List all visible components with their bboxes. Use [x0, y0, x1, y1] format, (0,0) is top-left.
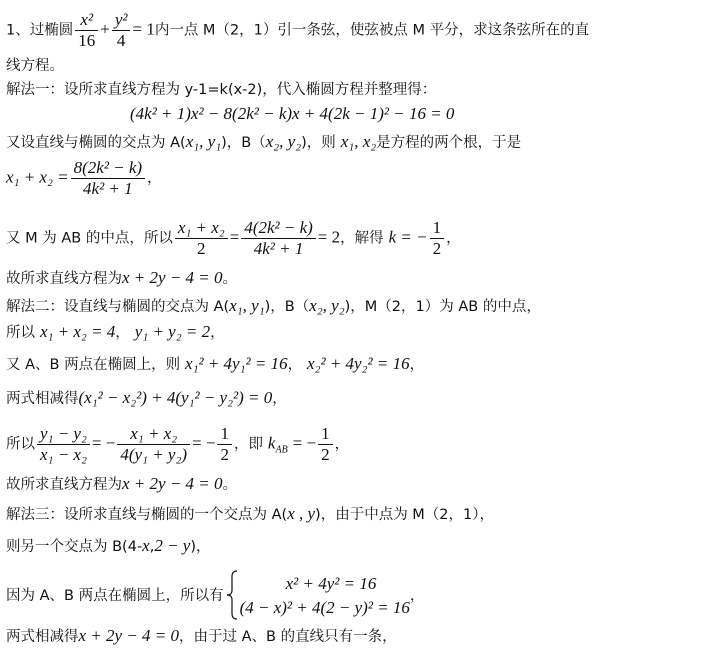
period: 。	[222, 477, 238, 493]
equals-minus: = −	[192, 433, 216, 453]
denominator: 2	[432, 239, 442, 258]
text: 解法三：设所求直线与椭圆的一个交点为 A(	[6, 507, 288, 523]
text: 解法二：设直线与椭圆的交点为 A(	[6, 299, 230, 315]
x-sum: x₁ + x₂ = 4	[39, 322, 116, 341]
point-a-coords: x , y	[287, 504, 316, 523]
text: ，即	[233, 436, 263, 453]
method-one-heading: 解法一：设所求直线方程为 y-1=k(x-2)，代入椭圆方程并整理得：	[6, 82, 437, 98]
numerator: x²	[75, 10, 98, 31]
denominator: 2	[220, 445, 229, 464]
text: )，由于中点为 M（2，1），	[315, 507, 495, 523]
slope-derivation	[6, 424, 349, 465]
comma: ，	[147, 170, 162, 187]
line-equation: x + 2y − 4 = 0	[78, 626, 180, 645]
text: ，由于过 A、B 的直线只有一条，	[179, 629, 397, 645]
conclusion-method-two	[6, 474, 237, 495]
system-row-1: x² + 4y² = 16	[285, 574, 377, 593]
text: )，M（2，1）为 AB 的中点，	[344, 299, 541, 315]
comma: ，	[334, 436, 350, 453]
text: 1、过椭圆	[6, 22, 74, 39]
midpoint-condition	[6, 218, 461, 259]
comma: ，	[409, 357, 425, 373]
subtract-equations	[6, 388, 287, 409]
midpoint-sums	[6, 322, 225, 343]
text: 又设直线与椭圆的交点为 A(	[6, 135, 186, 151]
comma: ，	[287, 357, 303, 373]
fraction-expression	[241, 218, 315, 259]
slope-symbol: k	[267, 433, 276, 453]
text: 内一点 M（2，1）引一条弦，使弦被点 M 平分，求这条弦所在的直	[154, 22, 590, 39]
text: 因为 A、B 两点在椭圆上，所以有	[6, 588, 224, 604]
equation: (4k² + 1)x² − 8(2k² − k)x + 4(2k − 1)² − 16 = 0	[130, 104, 455, 123]
numerator: 1	[318, 424, 333, 445]
ellipse-eq-a: x₁² + 4y₁² = 16	[185, 354, 288, 373]
line-equation: x + 2y − 4 = 0	[122, 268, 223, 287]
method-three-heading	[6, 504, 494, 525]
fraction-ratio	[117, 424, 190, 465]
roots: x₁, x₂	[340, 132, 377, 151]
equation-system	[226, 572, 410, 620]
fraction-slope	[37, 424, 90, 465]
equals: =	[229, 227, 240, 247]
comma: ，	[409, 588, 425, 604]
comma: ，	[115, 325, 130, 341]
denominator: x₁ − x₂	[40, 445, 87, 464]
y-coord: 2 − y	[154, 536, 191, 555]
line-intersection-points	[6, 132, 521, 153]
plus-sign: +	[100, 19, 110, 39]
numerator: y²	[112, 10, 131, 31]
text: 故所求直线方程为	[6, 477, 122, 493]
fraction-half-sum	[175, 218, 228, 259]
numerator: 4(2k² − k)	[241, 218, 315, 239]
fraction-y2-4	[112, 10, 131, 51]
second-intersection	[6, 536, 211, 557]
text: )，B（	[221, 135, 266, 151]
difference-equation: (x₁² − x₂²) + 4(y₁² − y₂²) = 0	[78, 388, 273, 407]
fraction-one-half	[430, 218, 445, 259]
numerator: x₁ + x₂	[175, 218, 228, 239]
fraction-one-half	[318, 424, 333, 465]
comma: ,	[149, 539, 155, 555]
equals-minus: = −	[91, 433, 116, 453]
text: 两式相减得	[6, 391, 79, 407]
text: )，	[190, 539, 211, 555]
numerator: x₁ + x₂	[117, 424, 190, 445]
x-coord: x	[142, 536, 150, 555]
period: 。	[222, 271, 238, 287]
text: 是方程的两个根，于是	[376, 135, 522, 151]
text: 故所求直线方程为	[6, 271, 122, 287]
equals-minus: = −	[292, 433, 317, 453]
numerator: 8(2k² − k)	[71, 158, 145, 179]
comma: ，	[272, 391, 287, 407]
text: ，解得	[340, 230, 384, 247]
text: )，则	[301, 135, 336, 151]
fraction-x2-16	[75, 10, 98, 51]
system-row-2: (4 − x)² + 4(2 − y)² = 16	[239, 598, 410, 617]
denominator: 2	[321, 445, 330, 464]
denominator: 16	[78, 31, 96, 50]
text: 所以	[6, 436, 35, 453]
problem-line-2: 线方程。	[6, 58, 64, 74]
point-b-coords: x₂, y₂	[265, 132, 302, 151]
denominator: 4(y₁ + y₂)	[120, 445, 188, 464]
lhs: x₁ + x₂ =	[6, 167, 69, 187]
denominator: 2	[197, 239, 206, 258]
subtract-result	[6, 626, 397, 647]
numerator: 1	[217, 424, 232, 445]
text: 又 M 为 AB 的中点，所以	[6, 230, 173, 247]
equation-quadratic	[130, 104, 454, 124]
denominator: 4	[116, 31, 126, 50]
sum-of-roots	[6, 158, 162, 199]
slope-subscript: AB	[275, 444, 288, 456]
equals-one: = 1	[132, 19, 155, 39]
points-on-ellipse	[6, 354, 424, 375]
y-sum: y₁ + y₂ = 2	[134, 322, 211, 341]
fraction-one-half	[217, 424, 232, 465]
method-two-heading	[6, 296, 541, 317]
line-equation: x + 2y − 4 = 0	[122, 474, 223, 493]
comma: ，	[446, 230, 461, 247]
k-value: k = −	[388, 227, 428, 247]
point-a-coords: x₁, y₁	[229, 296, 265, 315]
text: )，B（	[264, 299, 310, 315]
point-b-coords: x₂, y₂	[309, 296, 345, 315]
fraction-sum	[71, 158, 145, 199]
equals-two: = 2	[317, 227, 341, 247]
numerator: 1	[430, 218, 445, 239]
denominator: 4k² + 1	[83, 179, 133, 198]
conclusion-method-one	[6, 268, 237, 289]
denominator: 4k² + 1	[253, 239, 304, 258]
ellipse-eq-b: x₂² + 4y₂² = 16	[307, 354, 410, 373]
point-a-coords: x₁, y₁	[185, 132, 222, 151]
numerator: y₁ − y₂	[37, 424, 90, 445]
problem-line-1	[6, 10, 589, 51]
text: 又 A、B 两点在椭圆上，则	[6, 357, 181, 373]
brace-icon	[226, 570, 238, 620]
system-of-equations	[6, 572, 424, 620]
text: 两式相减得	[6, 629, 79, 645]
comma: ，	[210, 325, 225, 341]
text: 所以	[6, 325, 35, 341]
text: 则另一个交点为 B(4-	[6, 539, 143, 555]
